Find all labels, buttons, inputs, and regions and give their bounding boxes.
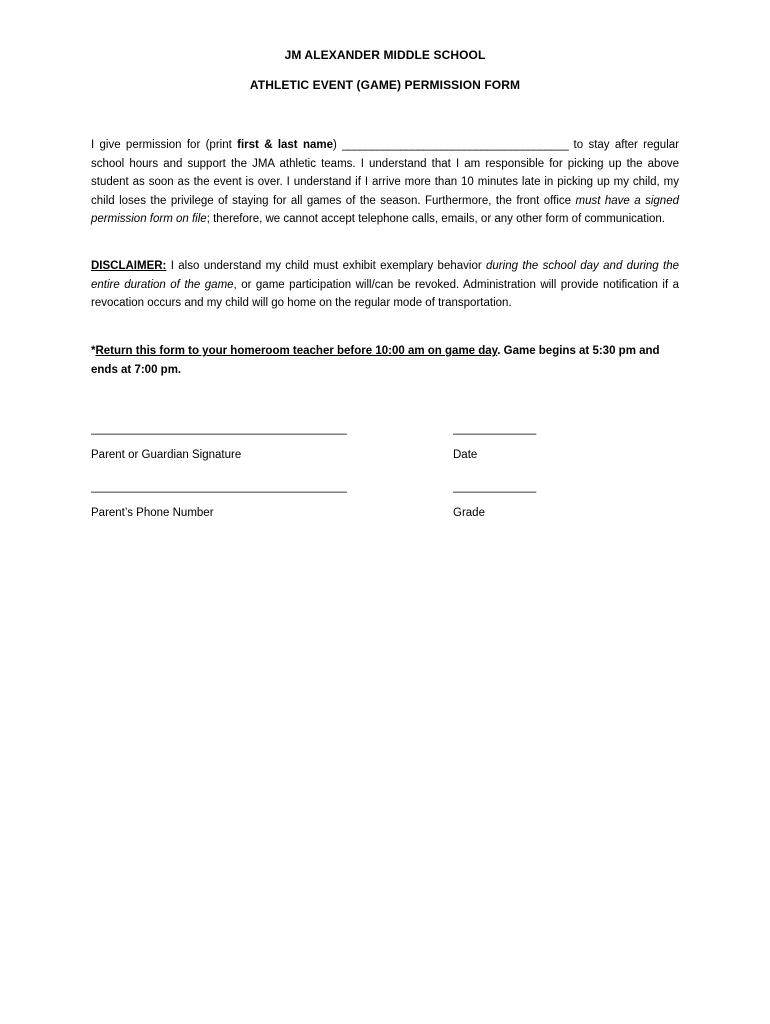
disclaimer-text-1: I also understand my child must exhibit exemplary behavior bbox=[166, 260, 487, 272]
grade-line[interactable]: _____________ bbox=[453, 481, 537, 493]
return-instructions-paragraph bbox=[91, 342, 687, 379]
return-asterisk: * bbox=[91, 345, 96, 357]
permission-ending-text: ; therefore, we cannot accept telephone calls, emails, or any other form of communication. bbox=[206, 213, 666, 226]
return-deadline-text: Return this form to your homeroom teacher before 10:00 am on game day bbox=[95, 345, 498, 357]
parent-phone-label: Parent’s Phone Number bbox=[91, 507, 214, 519]
form-title-heading: ATHLETIC EVENT (GAME) PERMISSION FORM bbox=[249, 78, 521, 92]
parent-phone-line[interactable]: ________________________________________ bbox=[91, 481, 347, 493]
school-name-heading: JM ALEXANDER MIDDLE SCHOOL bbox=[284, 48, 486, 62]
game-time-text: . Game begins at 5:30 pm and ends at 7:00 pm. bbox=[91, 345, 660, 376]
permission-paragraph bbox=[91, 136, 679, 229]
disclaimer-paragraph bbox=[91, 257, 679, 313]
permission-after-name-text: ) bbox=[333, 139, 343, 151]
date-label: Date bbox=[453, 449, 478, 461]
disclaimer-italic-text: during the school day and during the entire duration of the game bbox=[91, 260, 679, 291]
disclaimer-label: DISCLAIMER: bbox=[91, 260, 167, 272]
first-last-name-label: first & last name bbox=[237, 139, 333, 151]
student-name-blank[interactable]: _______________________________________ bbox=[342, 139, 569, 151]
date-line[interactable]: _____________ bbox=[453, 423, 537, 435]
permission-intro-text: I give permission for (print bbox=[91, 139, 238, 151]
grade-label: Grade bbox=[453, 507, 485, 519]
parent-signature-line[interactable]: ________________________________________ bbox=[91, 423, 347, 435]
disclaimer-text-2: , or game participation will/can be revoked. Administration will provide notification if a revocation occurs and my child will go home on the regular mode of transportation. bbox=[91, 278, 679, 310]
parent-signature-label: Parent or Guardian Signature bbox=[91, 449, 242, 461]
signed-form-requirement-text: must have a signed permission form on file bbox=[91, 194, 679, 226]
permission-body-text: to stay after regular school hours and support the JMA athletic teams. I understand that I am responsible for picking up the above student as soon as the event is over. I understand if I arrive more than 10 minutes late in picking up my child, my child loses the privilege of staying for all games of the season. Furthermore, the front office bbox=[91, 139, 679, 207]
